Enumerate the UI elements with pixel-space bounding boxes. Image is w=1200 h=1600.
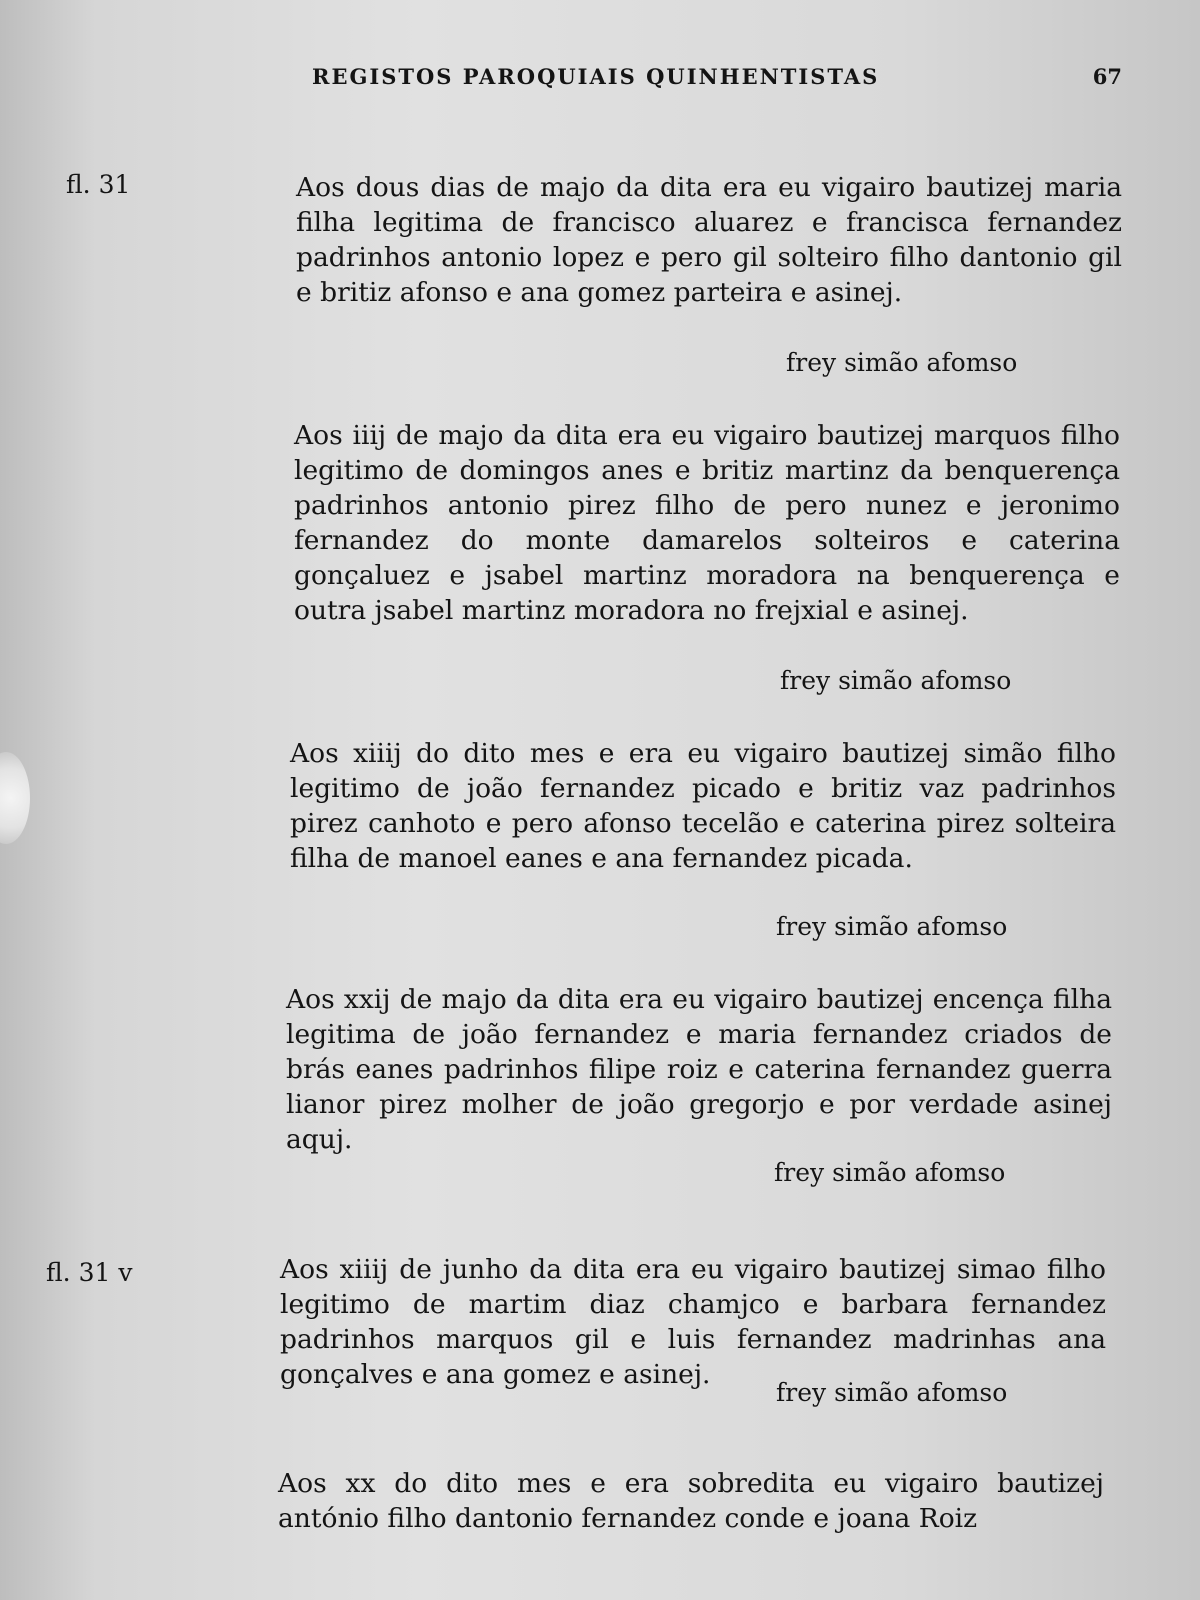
signature: frey simão afomso [786,348,1018,377]
signature: frey simão afomso [776,912,1008,941]
signature: frey simão afomso [774,1158,1006,1187]
baptism-entry: Aos xx do dito mes e era sobredita eu vigairo bautizej antónio filho dantonio fernandez conde e joana Roiz [278,1468,1104,1534]
folio-marker: fl. 31 v [46,1258,133,1287]
baptism-entry: Aos dous dias de majo da dita era eu vigairo bautizej maria filha legitima de francisco aluarez e francisca fernandez padrinhos antonio lopez e pero gil solteiro filho dantonio gil e britiz afonso e ana gomez parteira e asinej. [296,172,1122,308]
baptism-entry: Aos xiiij do dito mes e era eu vigairo bautizej simão filho legitimo de joão fernandez picado e britiz vaz padrinhos pirez canhoto e pero afonso tecelão e caterina pirez solteira filha de manoel eanes e ana fernandez picada. [290,738,1116,874]
baptism-entry: Aos xiiij de junho da dita era eu vigairo bautizej simao filho legitimo de martim diaz chamjco e barbara fernandez padrinhos marquos gil e luis fernandez madrinhas ana gonçalves e ana gomez e asinej. [280,1254,1106,1390]
baptism-entry: Aos iiij de majo da dita era eu vigairo bautizej marquos filho legitimo de domingos anes e britiz martinz da benquerença padrinhos antonio pirez filho de pero nunez e jeronimo fernandez do monte damarelos solteiros e caterina gonçaluez e jsabel martinz moradora na benquerença e outra jsabel martinz moradora no frejxial e asinej. [294,420,1120,626]
folio-marker: fl. 31 [66,170,131,199]
signature: frey simão afomso [776,1378,1008,1407]
baptism-entry: Aos xxij de majo da dita era eu vigairo bautizej encença filha legitima de joão fernandez e maria fernandez criados de brás eanes padrinhos filipe roiz e caterina fernandez guerra lianor pirez molher de joão gregorjo e por verdade asinej aquj. [286,984,1112,1155]
page-number: 67 [1092,64,1122,89]
running-head [312,64,1132,100]
punch-hole [0,752,30,844]
running-title: REGISTOS PAROQUIAIS QUINHENTISTAS [312,64,880,89]
signature: frey simão afomso [780,666,1012,695]
